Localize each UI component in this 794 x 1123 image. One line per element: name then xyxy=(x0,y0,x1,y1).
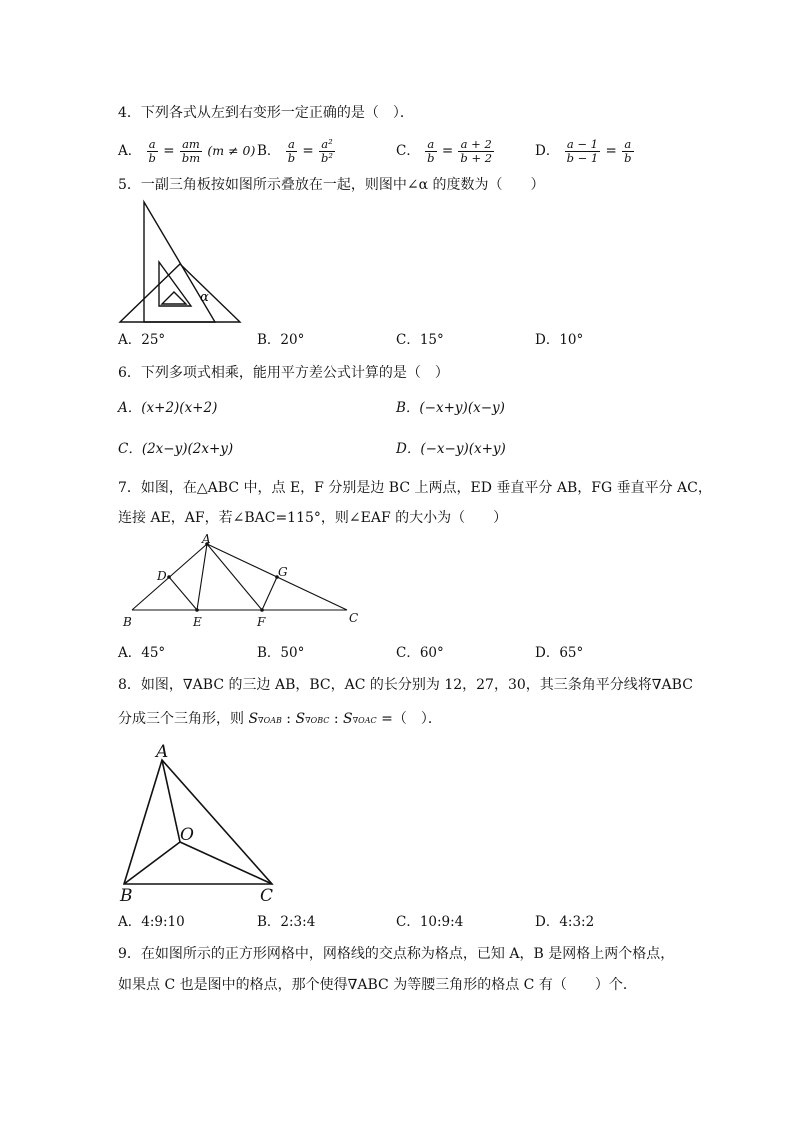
q7-label-f: F xyxy=(257,615,266,629)
q4-c-eq: = xyxy=(441,143,454,160)
q7-segment-af xyxy=(207,544,262,610)
q4-c-frac-left: $\frac{a}{b}$ xyxy=(427,137,435,166)
q7-point-d xyxy=(167,575,171,579)
q8-ratio-s1: S xyxy=(248,711,259,727)
q5-option-b[interactable]: B．20° xyxy=(257,332,305,348)
q7-option-a[interactable]: A．45° xyxy=(118,645,166,661)
q7-figure xyxy=(118,532,368,632)
q8-option-a[interactable]: A．4:9:10 xyxy=(118,914,185,930)
q4-b-frac-left: $\frac{a}{b}$ xyxy=(287,137,296,166)
q5-figure xyxy=(112,198,247,326)
q4-d-frac-left: $\frac{a - 1}{b - 1}$ xyxy=(566,137,599,166)
q8-option-b[interactable]: B．2:3:4 xyxy=(257,914,316,930)
q8-option-d[interactable]: D．4:3:2 xyxy=(535,914,595,930)
q5-small-set-square xyxy=(120,264,240,322)
q5-option-c[interactable]: C．15° xyxy=(396,332,444,348)
q7-label-c: C xyxy=(349,611,359,625)
q4-option-a-label: A． xyxy=(118,143,142,160)
q7-label-a: A xyxy=(202,532,211,546)
q7-option-c[interactable]: C．60° xyxy=(396,645,444,661)
q4-a-eq: = xyxy=(163,143,175,160)
q4-b-eq: = xyxy=(302,143,314,160)
q7-point-e xyxy=(195,608,199,612)
q6-option-b[interactable]: B．(−x+y)(x−y) xyxy=(396,400,505,416)
q7-label-d: D xyxy=(157,569,167,583)
q8-stem-line1: 8．如图，∇ABC 的三边 AB，BC，AC 的长分别为 12，27，30，其三条角平分线将∇ABC xyxy=(118,677,693,693)
q8-label-o: O xyxy=(180,825,194,845)
q7-option-d[interactable]: D．65° xyxy=(535,645,584,661)
q9-stem-line1: 9．在如图所示的正方形网格中，网格线的交点称为格点，已知 A，B 是网格上两个格点， xyxy=(118,946,675,962)
q9-stem-line2: 如果点 C 也是图中的格点，那个使得∇ABC 为等腰三角形的格点 C 有（ ）个． xyxy=(118,977,637,993)
q4-stem: 4．下列各式从左到右变形一定正确的是（ ）． xyxy=(118,105,414,121)
q4-a-frac-left: $\frac{a}{b}$ xyxy=(148,137,156,166)
q5-option-a[interactable]: A．25° xyxy=(118,332,166,348)
q4-option-b-label: B． xyxy=(257,143,281,160)
q8-ratio-sub2: ∇OBC xyxy=(305,716,330,725)
q8-label-c: C xyxy=(260,886,274,906)
q4-option-a[interactable] xyxy=(118,138,255,165)
q7-label-e: E xyxy=(193,615,202,629)
q8-segment-ao xyxy=(162,760,180,842)
q8-figure xyxy=(112,738,282,908)
q4-option-c[interactable] xyxy=(396,138,495,165)
q8-stem-line2-post: =（ ）． xyxy=(376,711,442,727)
q5-option-d[interactable]: D．10° xyxy=(535,332,584,348)
q8-triangle-abc xyxy=(124,760,272,884)
q6-option-d[interactable]: D．(−x−y)(x+y) xyxy=(396,441,506,457)
q6-option-c[interactable]: C．(2x−y)(2x+y) xyxy=(118,441,234,457)
q4-a-condition: (m ≠ 0) xyxy=(207,143,256,159)
q8-segment-co xyxy=(180,842,272,884)
q7-point-f xyxy=(260,608,264,612)
q8-stem-line2 xyxy=(118,712,442,726)
q8-ratio-sub1: ∇OAB xyxy=(258,716,282,725)
q8-label-a: A xyxy=(156,742,169,762)
q8-ratio-s3: S xyxy=(343,711,353,727)
q8-option-c[interactable]: C．10:9:4 xyxy=(396,914,464,930)
q4-b-frac-right: $\frac{\text{a²}}{\text{b²}}$ xyxy=(321,137,333,166)
q8-stem-line2-pre: 分成三个三角形，则 xyxy=(118,711,249,727)
q7-stem-line1: 7．如图，在△ABC 中，点 E，F 分别是边 BC 上两点，ED 垂直平分 AB，FG 垂直平分 AC， xyxy=(118,480,712,496)
q7-stem-line2: 连接 AE，AF，若∠BAC=115°，则∠EAF 的大小为（ ） xyxy=(118,510,508,526)
q8-segment-bo xyxy=(124,842,180,884)
q4-a-frac-right: $\frac{am}{bm}$ xyxy=(181,137,201,166)
q8-label-b: B xyxy=(120,886,133,906)
q4-option-d-label: D． xyxy=(535,143,560,160)
q4-option-b[interactable] xyxy=(257,138,336,165)
q4-option-c-label: C． xyxy=(396,143,420,160)
q8-ratio-sub3: ∇OAC xyxy=(352,716,377,725)
q7-label-b: B xyxy=(123,615,132,629)
q7-label-g: G xyxy=(278,565,288,579)
q4-option-d[interactable] xyxy=(535,138,635,165)
q6-option-a[interactable]: A．(x+2)(x+2) xyxy=(118,400,218,416)
q5-stem: 5．一副三角板按如图所示叠放在一起，则图中∠α 的度数为（ ） xyxy=(118,177,545,193)
q5-alpha-label: α xyxy=(200,290,209,305)
q4-c-frac-right: $\frac{a + 2}{b + 2}$ xyxy=(460,137,493,166)
q7-segment-fg xyxy=(262,577,277,610)
q7-segment-de xyxy=(169,577,197,610)
q8-ratio-colon1: : xyxy=(281,711,296,727)
q8-ratio-s2: S xyxy=(295,711,306,727)
q4-d-eq: = xyxy=(605,143,617,160)
q6-stem: 6．下列多项式相乘，能用平方差公式计算的是（ ） xyxy=(118,365,449,381)
q8-ratio-colon2: : xyxy=(329,711,343,727)
q7-option-b[interactable]: B．50° xyxy=(257,645,305,661)
q4-d-frac-right: $\frac{a}{b}$ xyxy=(624,137,632,166)
q7-segment-ae xyxy=(197,544,207,610)
